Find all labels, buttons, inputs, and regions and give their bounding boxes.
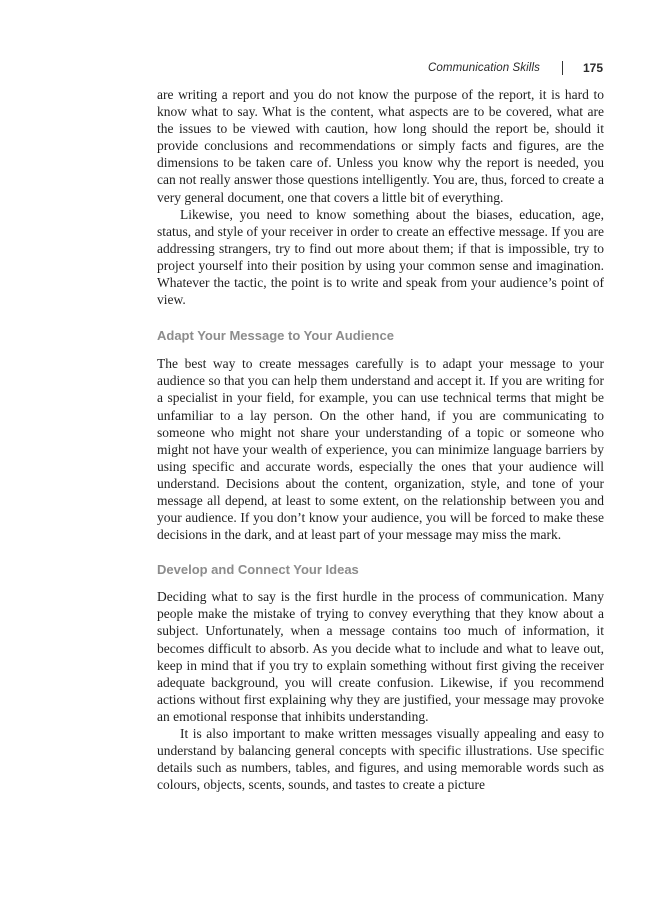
header-divider [562, 61, 563, 75]
page-number: 175 [582, 61, 603, 75]
paragraph-5: It is also important to make written messages visually appealing and easy to understand by balancing general concepts with specific illustrations. Use specific details such as numbers, tables, and figures, and using memorable words such as colours, objects, scents, sounds, and tastes to create a picture [157, 726, 604, 793]
page-body [157, 86, 604, 793]
paragraph-1: are writing a report and you do not know the purpose of the report, it is hard to know what to say. What is the content, what aspects are to be covered, what are the issues to be viewed with caution, how long should the report be, should it provide conclusions and recommendations or simply facts and figures, are the dimensions to be taken care of. Unless you know why the report is needed, you can not really answer those questions intelligently. You are, thus, forced to create a very general document, one that covers a little bit of everything. [157, 87, 604, 205]
paragraph-2: Likewise, you need to know something about the biases, education, age, status, and style of your receiver in order to create an effective message. If you are addressing strangers, try to find out more about them; if that is impossible, try to project yourself into their position by using your common sense and imagination. Whatever the tactic, the point is to write and speak from your audience’s point of view. [157, 206, 604, 308]
section-heading-develop-ideas: Develop and Connect Your Ideas [157, 562, 359, 578]
running-title: Communication Skills [428, 62, 540, 74]
running-header [428, 58, 603, 78]
paragraph-3: The best way to create messages carefully is to adapt your message to your audience so that you can help them understand and accept it. If you are writing for a specialist in your field, for example, you can use technical terms that might be unfamiliar to a lay person. On the other hand, if you are communicating to someone who might not share your understanding of a topic or someone who might not have your wealth of experience, you can minimize language barriers by using specific and accurate words, especially the ones that your audience will understand. Decisions about the content, organization, style, and tone of your message all depend, at least to some extent, on the relationship between you and your audience. If you don’t know your audience, you will be forced to make these decisions in the dark, and at least part of your message may miss the mark. [157, 356, 604, 543]
paragraph-4: Deciding what to say is the first hurdle in the process of communication. Many people make the mistake of trying to convey everything that they know about a subject. Unfortunately, when a message contains too much of information, it becomes difficult to absorb. As you decide what to include and what to leave out, keep in mind that if you try to explain something without first giving the receiver adequate background, you will create confusion. Likewise, if you recommend actions without first explaining why they are justified, your message may provoke an emotional response that inhibits understanding. [157, 589, 604, 724]
section-heading-adapt-message: Adapt Your Message to Your Audience [157, 328, 394, 344]
